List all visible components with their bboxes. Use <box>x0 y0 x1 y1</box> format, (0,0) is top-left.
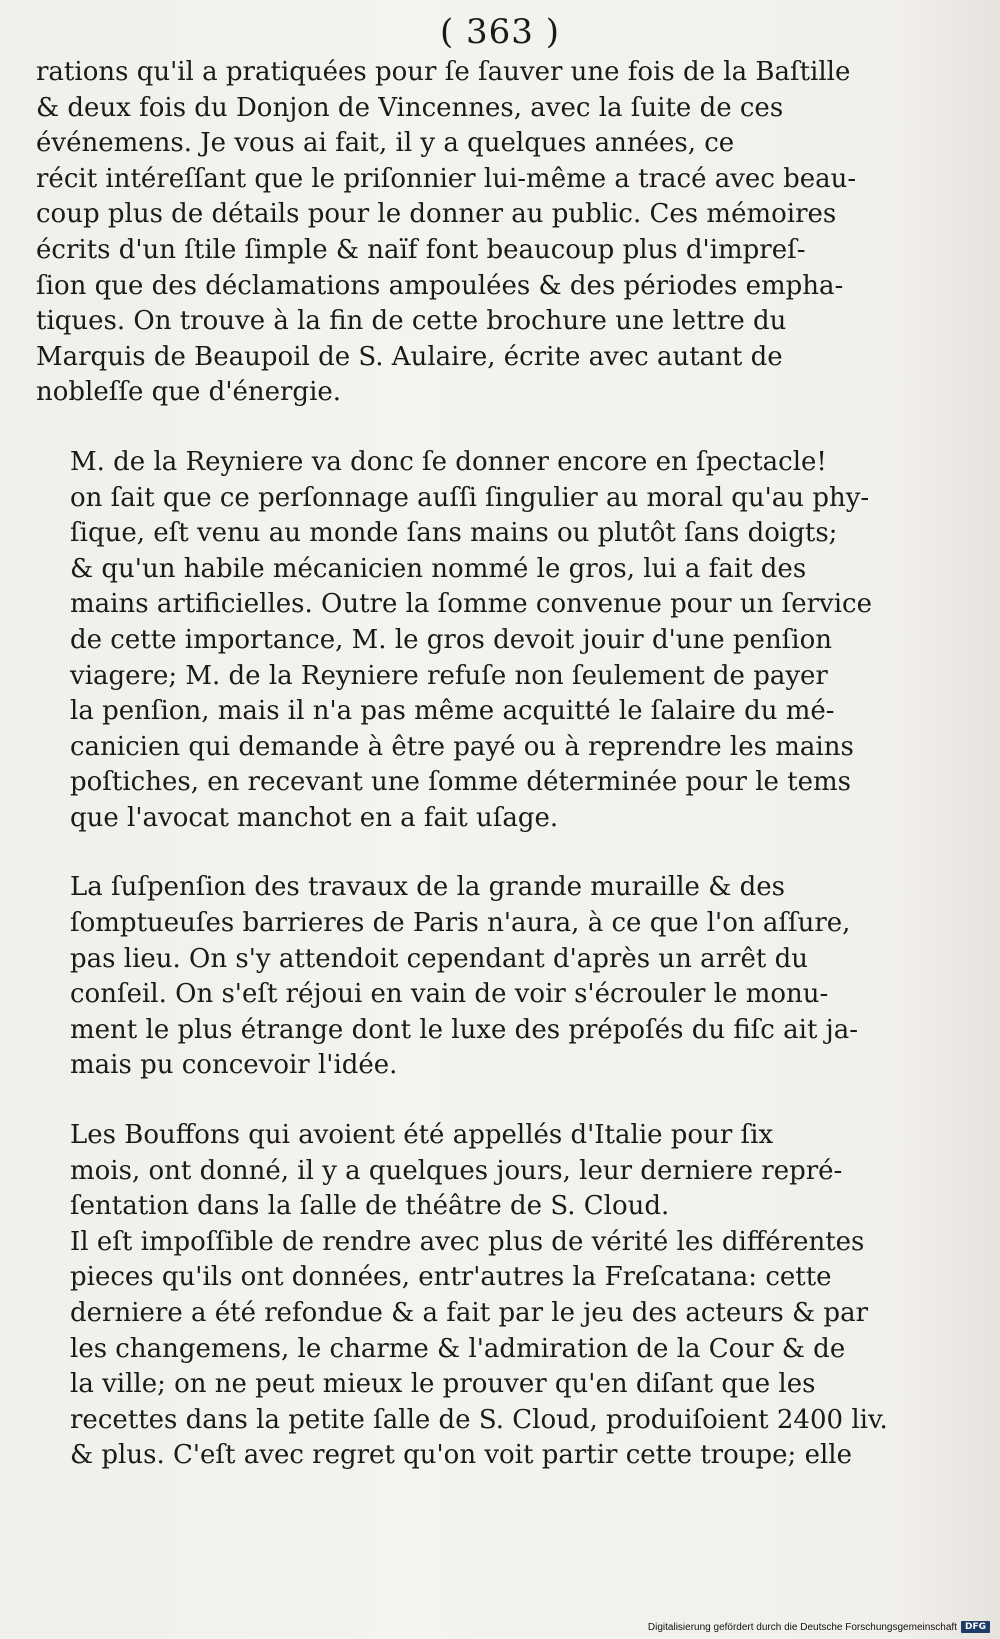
text-line: la ville; on ne peut mieux le prouver qu'en diſant que les <box>70 1369 816 1400</box>
text-line: on ſait que ce perſonnage auſſi ſingulier au moral qu'au phy- <box>70 482 870 513</box>
text-line: ment le plus étrange dont le luxe des prépoſés du fiſc ait ja- <box>70 1014 859 1045</box>
text-line: nobleſſe que d'énergie. <box>36 377 342 408</box>
text-line: ſomptueuſes barrieres de Paris n'aura, à ce que l'on aſſure, <box>70 908 851 939</box>
text-line: conſeil. On s'eſt réjoui en vain de voir s'écrouler le monu- <box>70 979 829 1010</box>
text-line: Marquis de Beaupoil de S. Aulaire, écrite avec autant de <box>36 341 783 372</box>
text-column <box>36 55 916 1474</box>
footer-credit-text: Digitalisierung gefördert durch die Deutsche Forschungsgemeinschaft <box>647 1621 957 1633</box>
text-line: de cette importance, M. le gros devoit jouir d'une penſion <box>70 624 833 655</box>
text-line: M. de la Reyniere va donc ſe donner encore en ſpectacle! <box>70 446 827 477</box>
text-line: canicien qui demande à être payé ou à reprendre les mains <box>70 731 854 762</box>
paragraph-bouffons <box>36 1118 916 1225</box>
text-line: & deux fois du Donjon de Vincennes, avec la ſuite de ces <box>36 92 784 123</box>
text-line: ſion que des déclamations ampoulées & des périodes empha- <box>36 270 844 301</box>
text-line: mois, ont donné, il y a quelques jours, leur derniere repré- <box>70 1155 843 1186</box>
paragraph-reyniere <box>36 445 916 837</box>
text-line: récit intéreſſant que le priſonnier lui-même a tracé avec beau- <box>36 163 857 194</box>
text-line: écrits d'un ſtile ſimple & naïf font beaucoup plus d'impreſ- <box>36 234 806 265</box>
text-line: les changemens, le charme & l'admiration de la Cour & de <box>70 1333 846 1364</box>
text-line: la penſion, mais il n'a pas même acquitté le ſalaire du mé- <box>70 696 835 727</box>
text-line: poſtiches, en recevant une ſomme déterminée pour le tems <box>70 767 852 798</box>
text-line: événemens. Je vous ai fait, il y a quelques années, ce <box>36 128 735 159</box>
text-line: Les Bouffons qui avoient été appellés d'Italie pour ſix <box>70 1120 774 1151</box>
text-line: Il eſt impoſſible de rendre avec plus de vérité les différentes <box>70 1226 865 1257</box>
text-line: derniere a été refondue & a fait par le jeu des acteurs & par <box>70 1298 869 1328</box>
text-line: ſentation dans la ſalle de théâtre de S. Cloud. <box>70 1191 670 1222</box>
text-line: coup plus de détails pour le donner au public. Ces mémoires <box>36 199 837 230</box>
text-line: & plus. C'eſt avec regret qu'on voit partir cette troupe; elle <box>70 1440 852 1471</box>
paragraph-grande-muraille <box>36 870 916 1084</box>
dfg-logo: DFG <box>961 1621 990 1633</box>
footer-credit <box>648 1621 990 1633</box>
paragraph-frescatana <box>36 1225 916 1474</box>
text-line: tiques. On trouve à la fin de cette brochure une lettre du <box>36 306 787 337</box>
paragraph-bastille-memoirs <box>36 55 916 411</box>
text-line: rations qu'il a pratiquées pour ſe ſauver une fois de la Baſtille <box>36 57 851 87</box>
text-line: & qu'un habile mécanicien nommé le gros, lui a fait des <box>70 553 807 584</box>
text-line: mains artificielles. Outre la ſomme convenue pour un ſervice <box>70 589 872 620</box>
text-line: viagere; M. de la Reyniere refuſe non ſeulement de payer <box>70 660 828 691</box>
text-line: que l'avocat manchot en a fait uſage. <box>70 802 559 833</box>
text-line: mais pu concevoir l'idée. <box>70 1050 398 1081</box>
text-line: ſique, eſt venu au monde ſans mains ou plutôt ſans doigts; <box>70 518 838 549</box>
text-line: pas lieu. On s'y attendoit cependant d'après un arrêt du <box>70 943 808 974</box>
text-line: La ſuſpenſion des travaux de la grande muraille & des <box>70 872 785 903</box>
page-number: ( 363 ) <box>439 12 561 52</box>
text-line: pieces qu'ils ont données, entr'autres la Freſcatana: cette <box>70 1262 832 1293</box>
text-line: recettes dans la petite ſalle de S. Cloud, produiſoient 2400 liv. <box>70 1404 888 1435</box>
